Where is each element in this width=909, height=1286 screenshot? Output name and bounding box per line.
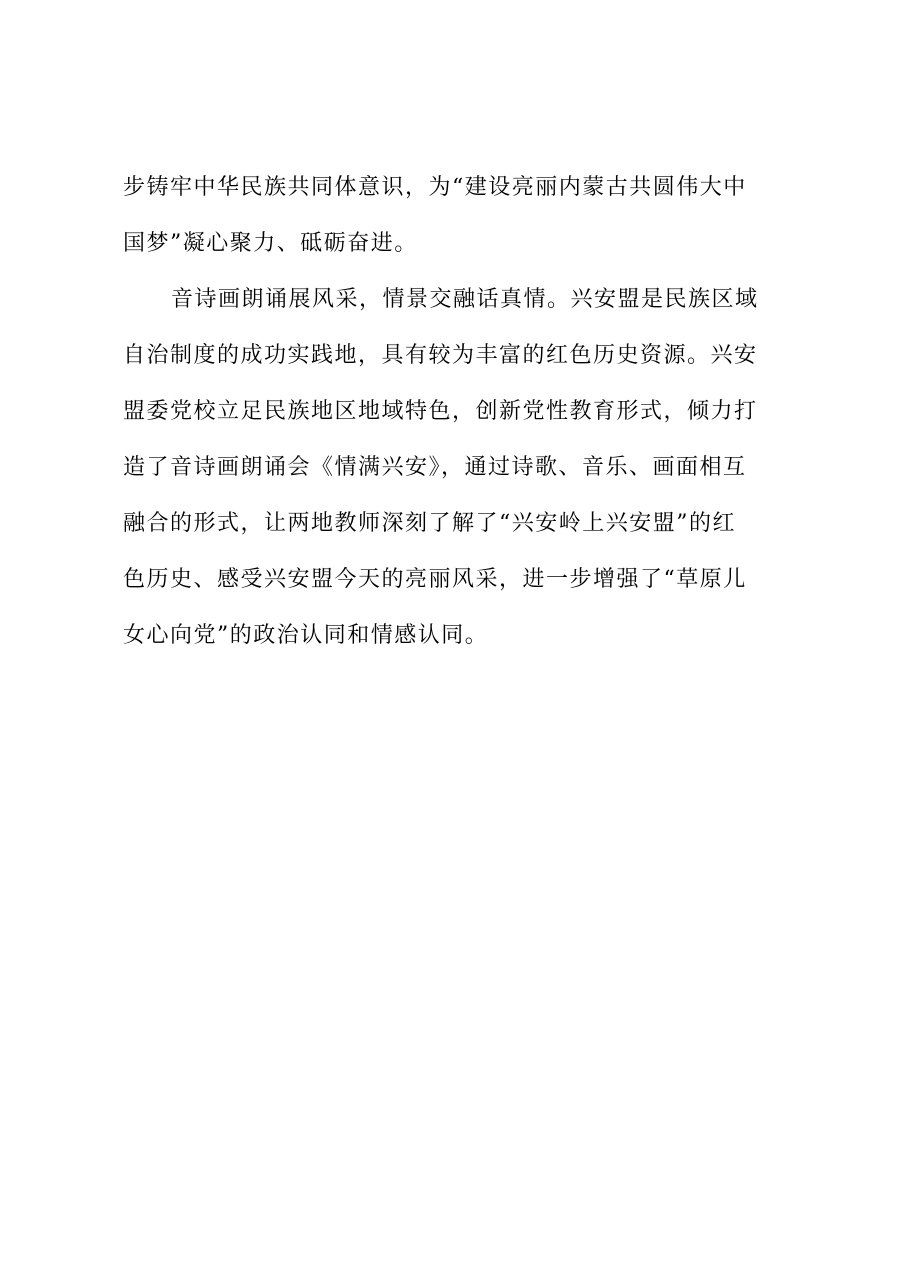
paragraph-2-line-3: 盟委党校立足民族地区地域特色，创新党性教育形式，倾力打 xyxy=(123,399,758,424)
document-body xyxy=(123,160,783,664)
paragraph-2-line-1: 音诗画朗诵展风采，情景交融话真情。兴安盟是民族区域 xyxy=(171,287,759,312)
paragraph-2-line-6: 色历史、感受兴安盟今天的亮丽风采，进一步增强了“草原儿 xyxy=(123,567,747,592)
paragraph-1-line-1: 步铸牢中华民族共同体意识，为“建设亮丽内蒙古共圆伟大中 xyxy=(123,175,747,200)
paragraph-2-line-7: 女心向党”的政治认同和情感认同。 xyxy=(123,623,489,648)
paragraph-2-line-2: 自治制度的成功实践地，具有较为丰富的红色历史资源。兴安 xyxy=(123,343,758,368)
paragraph-1-line-2: 国梦”凝心聚力、砥砺奋进。 xyxy=(123,231,418,256)
paragraph-2-line-5: 融合的形式，让两地教师深刻了解了“兴安岭上兴安盟”的红 xyxy=(123,511,736,536)
paragraph-2-line-4: 造了音诗画朗诵会《情满兴安》，通过诗歌、音乐、画面相互 xyxy=(123,455,747,480)
